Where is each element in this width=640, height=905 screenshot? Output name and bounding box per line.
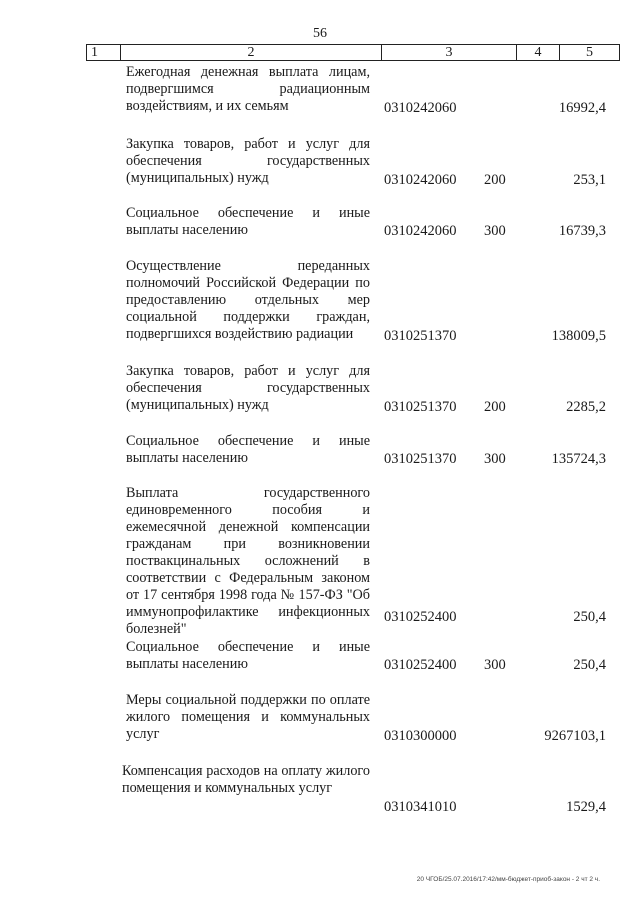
row-code: 0310242060 <box>384 172 457 188</box>
row-code: 0310242060 <box>384 223 457 239</box>
row-amount: 1529,4 <box>566 799 606 815</box>
header-col-3: 3 <box>382 45 517 60</box>
row-amount: 253,1 <box>573 172 606 188</box>
row-code: 0310242060 <box>384 100 457 116</box>
row-vr: 300 <box>484 223 506 239</box>
table-row <box>126 136 620 187</box>
row-code: 0310251370 <box>384 399 457 415</box>
table-row <box>126 363 620 414</box>
row-vr: 200 <box>484 399 506 415</box>
row-amount: 16992,4 <box>558 100 606 116</box>
row-amount: 2285,2 <box>566 399 606 415</box>
page-number: 56 <box>313 26 327 41</box>
table-row <box>126 692 620 743</box>
row-code: 0310252400 <box>384 609 457 625</box>
row-code: 0310341010 <box>384 799 457 815</box>
row-code: 0310300000 <box>384 728 457 744</box>
row-description: Компенсация расходов на оплату жилого помещения и коммунальных услуг <box>122 763 370 796</box>
table-row <box>126 258 620 343</box>
row-amount: 138009,5 <box>551 328 606 344</box>
row-vr: 300 <box>484 451 506 467</box>
header-col-5: 5 <box>586 45 593 60</box>
table-row <box>126 205 620 239</box>
row-amount: 16739,3 <box>558 223 606 239</box>
table-row <box>126 64 620 115</box>
row-description: Социальное обеспечение и иные выплаты населению <box>126 433 370 466</box>
row-description: Социальное обеспечение и иные выплаты населению <box>126 205 370 238</box>
row-amount: 250,4 <box>573 657 606 673</box>
row-description: Закупка товаров, работ и услуг для обеспечения государственных (муниципальных) нужд <box>126 363 370 413</box>
row-description: Ежегодная денежная выплата лицам, подвергшимся радиационным воздействиям, и их семьям <box>126 64 370 114</box>
row-vr: 200 <box>484 172 506 188</box>
table-row <box>126 639 620 673</box>
row-description: Осуществление переданных полномочий Российской Федерации по предоставлению отдельных мер социальной поддержки граждан, подвергшихся воздействию радиации <box>126 258 370 342</box>
row-description: Меры социальной поддержки по оплате жилого помещения и коммунальных услуг <box>126 692 370 742</box>
row-amount: 135724,3 <box>551 451 606 467</box>
header-col-2: 2 <box>121 45 382 60</box>
table-row <box>126 433 620 467</box>
row-amount: 9267103,1 <box>544 728 606 744</box>
row-description: Закупка товаров, работ и услуг для обеспечения государственных (муниципальных) нужд <box>126 136 370 186</box>
header-col-1: 1 <box>87 45 121 60</box>
footer-stamp: 20 ЧГОБ/25.07.2016/17:42/мм-бюджет-приоб-закон - 2 чт 2 ч. <box>416 876 600 883</box>
table-row <box>122 763 616 815</box>
table-row <box>126 485 620 638</box>
row-vr: 300 <box>484 657 506 673</box>
header-col-4: 4 <box>517 45 560 60</box>
table-header <box>86 44 620 61</box>
row-description: Выплата государственного единовременного пособия и ежемесячной денежной компенсации гражданам при возникновении поствакцинальных осложнений в соответствии с Федеральным законом от 17 сентября 1998 года № 157-ФЗ "Об иммунопрофилактике инфекционных болезней" <box>126 485 370 637</box>
row-code: 0310251370 <box>384 451 457 467</box>
row-amount: 250,4 <box>573 609 606 625</box>
row-code: 0310251370 <box>384 328 457 344</box>
row-code: 0310252400 <box>384 657 457 673</box>
row-description: Социальное обеспечение и иные выплаты населению <box>126 639 370 672</box>
